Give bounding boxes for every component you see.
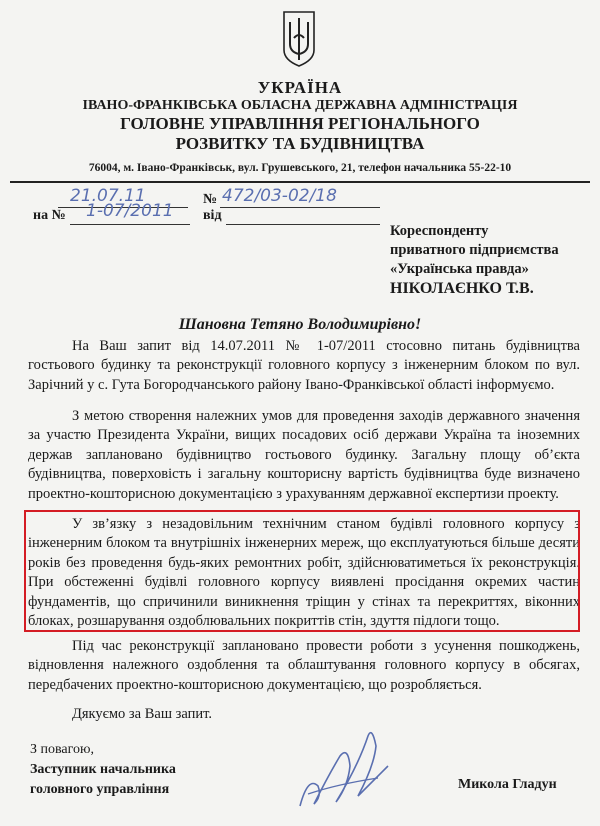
from-label: від	[203, 208, 222, 223]
header-department	[0, 114, 600, 154]
header-administration: ІВАНО-ФРАНКІВСЬКА ОБЛАСНА ДЕРЖАВНА АДМІНІСТРАЦІЯ	[82, 98, 518, 113]
addressee-line3: «Українська правда»	[390, 261, 529, 277]
ref-label: на №	[33, 208, 66, 223]
header-address: 76004, м. Івано-Франківськ, вул. Грушевського, 21, телефон начальника 55-22-10	[88, 162, 512, 174]
signer-title-line2: головного управління	[30, 782, 170, 797]
closing-regards: З повагою,	[30, 742, 94, 757]
signer-title-line1: Заступник начальника	[30, 762, 176, 777]
paragraph-3-text: У зв’язку з незадовільним технічним станом будівлі головного корпусу з інженерним блоком та внутрішніх інженерних мереж, що експлуатуються більше десяти років без проведення будь-яких ремонтних робіт, здійснюватиметься їх реконструкція. При обстеженні будівлі головного корпусу виявлені просідання окремих частин фундаментів, що спричинили виникнення тріщин у стінах та перекриттях, віконних блоках, розшарування оздоблювальних покриттів стін, здуття підлоги тощо.	[28, 516, 580, 630]
header-divider	[10, 181, 590, 183]
greeting: Шановна Тетяно Володимирівно!	[178, 316, 422, 333]
coat-of-arms-trident-icon	[280, 8, 318, 68]
paragraph-5-text: Дякуємо за Ваш запит.	[72, 706, 212, 722]
signer-name: Микола Гладун	[458, 777, 557, 792]
paragraph-4	[28, 637, 580, 695]
addressee-name: НІКОЛАЄНКО Т.В.	[390, 280, 534, 297]
ref-number: 1-07/2011	[86, 201, 174, 221]
outgoing-date: 21.07.11	[70, 186, 146, 206]
paragraph-2-text: З метою створення належних умов для проведення заходів державного значення за участю Президента України, вищих посадових осіб держави Україна та іноземних держав заплановано будівництво гостьового будинку. Загальну площу об’єкта будівництва, поверховість і загальну кошторисну вартість будівництва буде визначено проектно-кошторисною документацією з урахуванням державної експертизи проекту.	[28, 408, 580, 502]
header-country: УКРАЇНА	[257, 78, 343, 97]
header-department-line2: РОЗВИТКУ ТА БУДІВНИЦТВА	[175, 134, 425, 153]
number-label: №	[203, 192, 218, 207]
paragraph-1-text: На Ваш запит від 14.07.2011 № 1-07/2011 стосовно питань будівництва гостьового будинку та реконструкції головного корпусу з інженерним блоком по вул. Зарічний у с. Гута Богородчанського району Івано-Франківської області інформуємо.	[28, 338, 580, 393]
addressee-block	[390, 222, 559, 298]
number-underline	[220, 207, 380, 208]
addressee-line1: Кореспонденту	[390, 223, 489, 239]
addressee-line2: приватного підприємства	[390, 242, 559, 258]
paragraph-1	[28, 337, 580, 395]
handwritten-signature	[288, 716, 398, 816]
outgoing-number: 472/03-02/18	[222, 186, 337, 206]
ref-underline	[70, 224, 190, 225]
highlight-box	[24, 510, 580, 632]
paragraph-2	[28, 407, 580, 504]
header-department-line1: ГОЛОВНЕ УПРАВЛІННЯ РЕГІОНАЛЬНОГО	[120, 114, 480, 133]
from-underline	[226, 224, 380, 225]
paragraph-4-text: Під час реконструкції заплановано провести роботи з усунення пошкоджень, відновлення належного оздоблення та облаштування головного корпусу в обсягах, передбачених проектно-кошторисною документацією, що розробляється.	[28, 638, 580, 693]
